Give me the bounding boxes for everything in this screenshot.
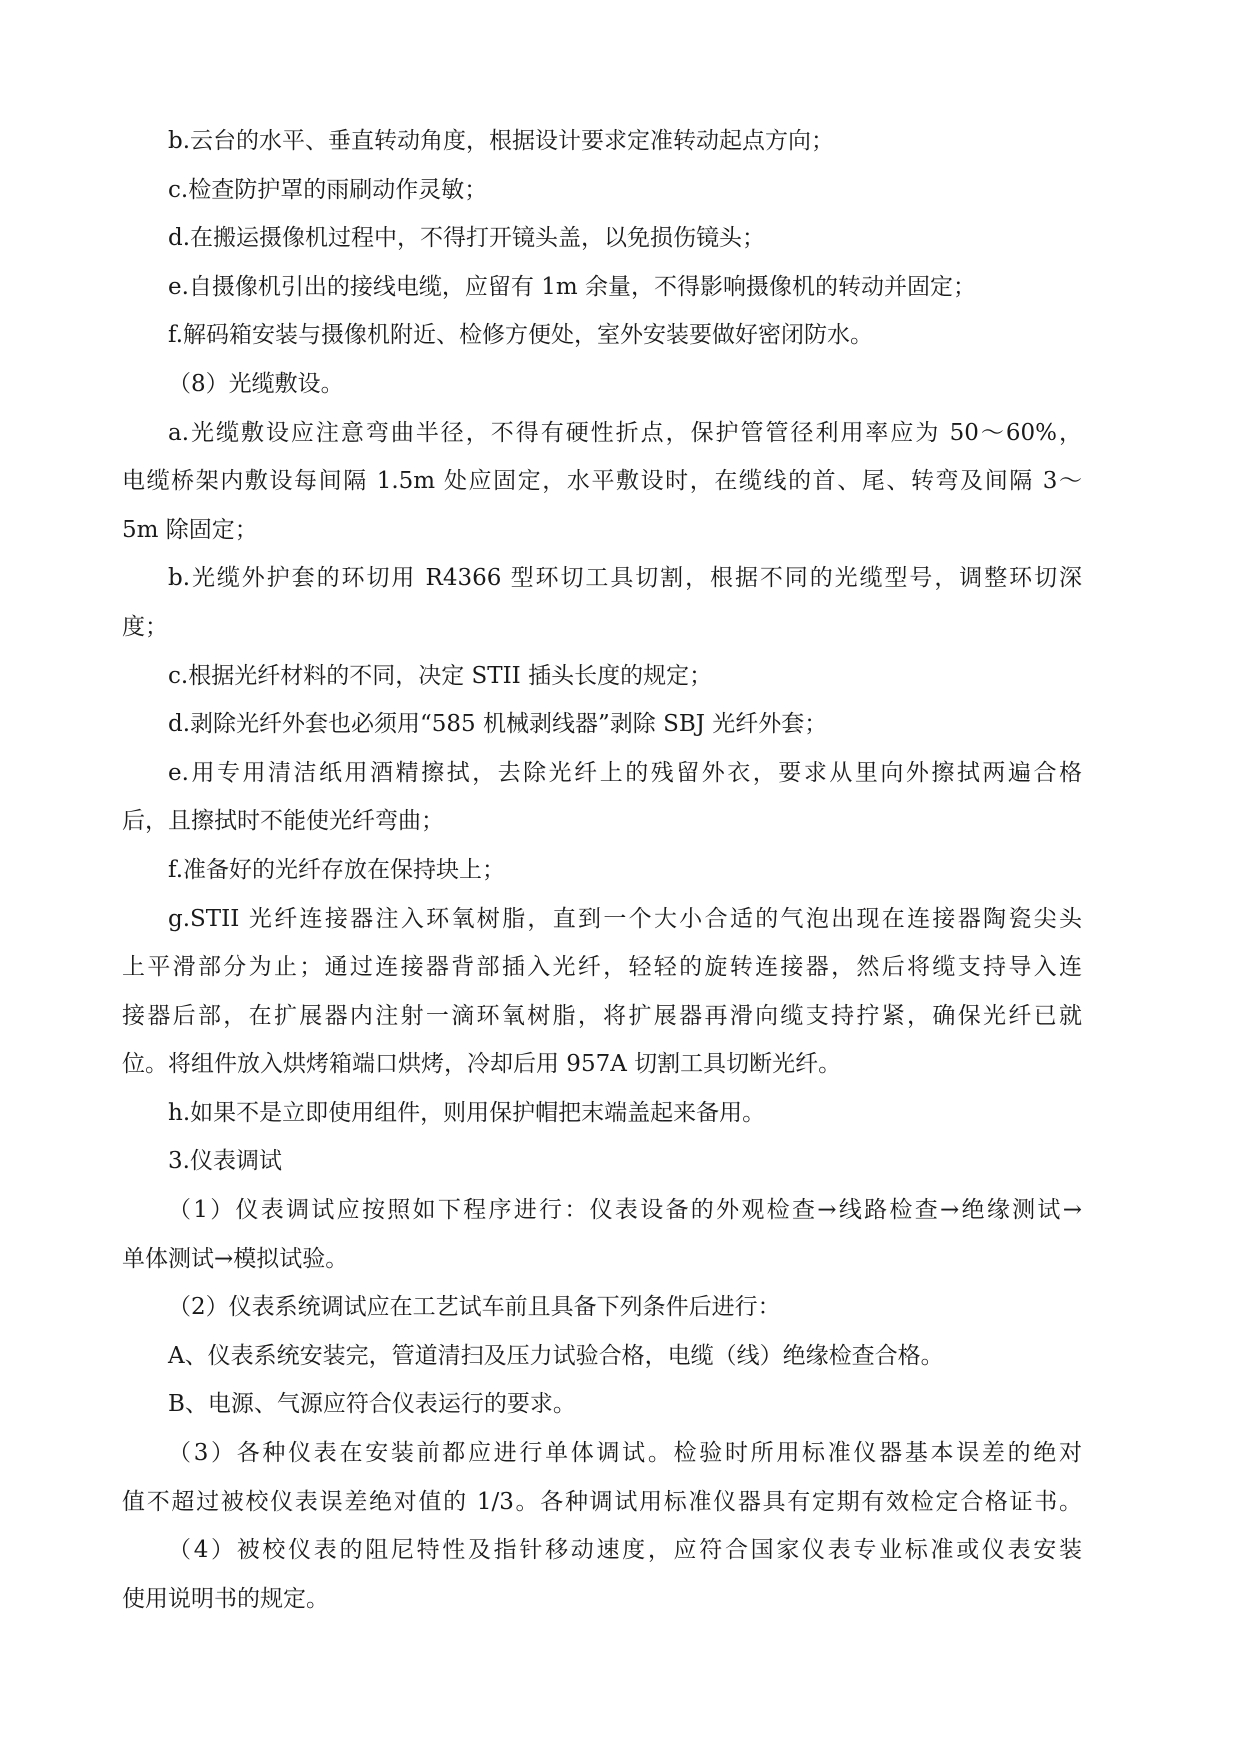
text-line: 使用说明书的规定。 (122, 1585, 329, 1612)
text-line: A、仪表系统安装完，管道清扫及压力试验合格，电缆（线）绝缘检查合格。 (168, 1342, 944, 1369)
text-line: 度； (122, 613, 168, 640)
text-line: 上平滑部分为止；通过连接器背部插入光纤，轻轻的旋转连接器，然后将缆支持导入连 (122, 954, 1082, 981)
text-line: e.用专用清洁纸用酒精擦拭，去除光纤上的残留外衣，要求从里向外擦拭两遍合格 (168, 759, 1082, 786)
text-line: 后，且擦拭时不能使光纤弯曲； (122, 808, 444, 835)
text-line: e.自摄像机引出的接线电缆，应留有 1m 余量，不得影响摄像机的转动并固定； (168, 273, 976, 300)
text-line: （8）光缆敷设。 (168, 370, 344, 397)
text-line: B、电源、气源应符合仪表运行的要求。 (168, 1391, 576, 1418)
text-line: （2）仪表系统调试应在工艺试车前且具备下列条件后进行： (168, 1294, 781, 1321)
text-line: 接器后部，在扩展器内注射一滴环氧树脂，将扩展器再滑向缆支持拧紧，确保光纤已就 (122, 1002, 1082, 1029)
text-line: d.在搬运摄像机过程中，不得打开镜头盖，以免损伤镜头； (168, 225, 766, 252)
text-line: c.根据光纤材料的不同，决定 STII 插头长度的规定； (168, 662, 713, 689)
document-body (122, 117, 1082, 1623)
text-line: b.光缆外护套的环切用 R4366 型环切工具切割，根据不同的光缆型号，调整环切深 (168, 565, 1082, 592)
text-line: 电缆桥架内敷设每间隔 1.5m 处应固定，水平敷设时，在缆线的首、尾、转弯及间隔 3～ (122, 468, 1082, 495)
text-line: d.剥除光纤外套也必须用“585 机械剥线器”剥除 SBJ 光纤外套； (168, 711, 828, 738)
text-line: 值不超过被校仪表误差绝对值的 1/3。各种调试用标准仪器具有定期有效检定合格证书。 (122, 1488, 1082, 1515)
text-line: a.光缆敷设应注意弯曲半径，不得有硬性折点，保护管管径利用率应为 50～60%， (168, 419, 1082, 446)
text-line: （3）各种仪表在安装前都应进行单体调试。检验时所用标准仪器基本误差的绝对 (168, 1440, 1082, 1467)
text-line: 5m 除固定； (122, 516, 258, 543)
text-line: （1）仪表调试应按照如下程序进行：仪表设备的外观检查→线路检查→绝缘测试→ (168, 1197, 1082, 1224)
text-line: 位。将组件放入烘烤箱端口烘烤，冷却后用 957A 切割工具切断光纤。 (122, 1051, 842, 1078)
text-line: f.解码箱安装与摄像机附近、检修方便处，室外安装要做好密闭防水。 (168, 322, 874, 349)
text-line: h.如果不是立即使用组件，则用保护帽把末端盖起来备用。 (168, 1099, 766, 1126)
text-line: c.检查防护罩的雨刷动作灵敏； (168, 176, 488, 203)
text-line: g.STII 光纤连接器注入环氧树脂，直到一个大小合适的气泡出现在连接器陶瓷尖头 (168, 905, 1082, 932)
text-line: f.准备好的光纤存放在保持块上； (168, 856, 506, 883)
text-line: 单体测试→模拟试验。 (122, 1245, 349, 1272)
text-line: （4）被校仪表的阻尼特性及指针移动速度，应符合国家仪表专业标准或仪表安装 (168, 1537, 1082, 1564)
text-line: 3.仪表调试 (168, 1148, 282, 1175)
text-line: b.云台的水平、垂直转动角度，根据设计要求定准转动起点方向； (168, 128, 835, 154)
